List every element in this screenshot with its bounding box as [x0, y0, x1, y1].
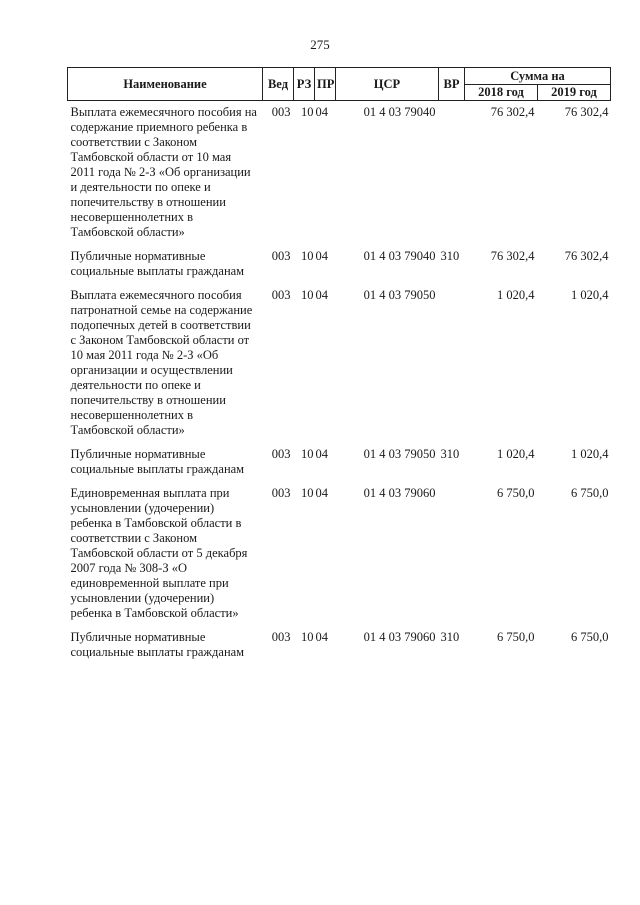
header-vr: ВР: [439, 68, 465, 101]
row-amount-2019: 6 750,0: [571, 486, 609, 500]
header-year-2018: 2018 год: [465, 85, 538, 101]
row-amount-2018: 76 302,4: [490, 105, 535, 119]
table-row: [68, 249, 611, 288]
row-amount-2019: 6 750,0: [571, 630, 609, 644]
row-ved: 003: [271, 447, 291, 461]
row-ved: 003: [271, 630, 291, 644]
row-csr: 01 4 03 79050: [363, 447, 436, 461]
row-vr: [439, 101, 465, 250]
row-csr: 01 4 03 79060: [363, 630, 436, 644]
row-csr: 01 4 03 79050: [363, 288, 436, 302]
header-pr: ПР: [315, 68, 336, 101]
budget-table: [67, 67, 611, 660]
row-vr: 310: [440, 447, 460, 461]
header-ved: Вед: [263, 68, 294, 101]
row-pr: 04: [315, 630, 328, 644]
row-name: Выплата ежемесячного пособия патронатной семье на содержание подопечных детей в соответствии с Законом Тамбовской области от 10 мая 2011 года № 2-З «Об организации и осуществлении деятельности по опеке и попечительству в отношении несовершеннолетних в Тамбовской области»: [70, 288, 253, 437]
row-name: Единовременная выплата при усыновлении (удочерении) ребенка в Тамбовской области в соответствии с Законом Тамбовской области от 5 декабря 2007 года № 308-З «О единовременной выплате при усыновлении (удочерении) ребенка в Тамбовской области»: [70, 486, 248, 620]
header-csr: ЦСР: [336, 68, 439, 101]
row-amount-2019: 76 302,4: [564, 105, 609, 119]
row-pr: 04: [315, 249, 328, 263]
row-name: Публичные нормативные социальные выплаты гражданам: [70, 447, 245, 476]
row-amount-2018: 1 020,4: [497, 288, 535, 302]
row-amount-2019: 76 302,4: [564, 249, 609, 263]
row-ved: 003: [271, 249, 291, 263]
row-csr: 01 4 03 79040: [363, 105, 436, 119]
row-pr: 04: [315, 486, 328, 500]
table-row: [68, 101, 611, 250]
table-row: [68, 630, 611, 660]
row-rz: 10: [301, 105, 314, 119]
row-vr: [439, 486, 465, 630]
row-pr: 04: [315, 105, 328, 119]
row-vr: [439, 288, 465, 447]
page-number: 275: [310, 37, 330, 52]
table-row: [68, 288, 611, 447]
row-vr: 310: [440, 630, 460, 644]
row-pr: 04: [315, 288, 328, 302]
row-amount-2019: 1 020,4: [571, 447, 609, 461]
row-rz: 10: [301, 447, 314, 461]
header-rz: РЗ: [294, 68, 315, 101]
header-year-2019: 2019 год: [538, 85, 611, 101]
table-header: [68, 68, 611, 101]
row-name: Выплата ежемесячного пособия на содержание приемного ребенка в соответствии с Законом Тамбовской области от 10 мая 2011 года № 2-З «Об организации и деятельности по опеке и попечительству в отношении несовершеннолетних в Тамбовской области»: [70, 105, 257, 239]
row-rz: 10: [301, 249, 314, 263]
header-name: Наименование: [68, 68, 263, 101]
row-vr: 310: [440, 249, 460, 263]
row-rz: 10: [301, 288, 314, 302]
row-csr: 01 4 03 79060: [363, 486, 436, 500]
row-ved: 003: [271, 486, 291, 500]
row-amount-2018: 6 750,0: [497, 486, 535, 500]
row-amount-2018: 6 750,0: [497, 630, 535, 644]
row-amount-2018: 1 020,4: [497, 447, 535, 461]
row-rz: 10: [301, 486, 314, 500]
table-row: [68, 486, 611, 630]
table-row: [68, 447, 611, 486]
row-pr: 04: [315, 447, 328, 461]
header-sum-group: Сумма на: [465, 68, 611, 85]
row-amount-2019: 1 020,4: [571, 288, 609, 302]
row-rz: 10: [301, 630, 314, 644]
row-ved: 003: [271, 288, 291, 302]
row-csr: 01 4 03 79040: [363, 249, 436, 263]
row-ved: 003: [271, 105, 291, 119]
row-name: Публичные нормативные социальные выплаты гражданам: [70, 249, 245, 278]
row-amount-2018: 76 302,4: [490, 249, 535, 263]
row-name: Публичные нормативные социальные выплаты гражданам: [70, 630, 245, 659]
table-body: [68, 101, 611, 661]
